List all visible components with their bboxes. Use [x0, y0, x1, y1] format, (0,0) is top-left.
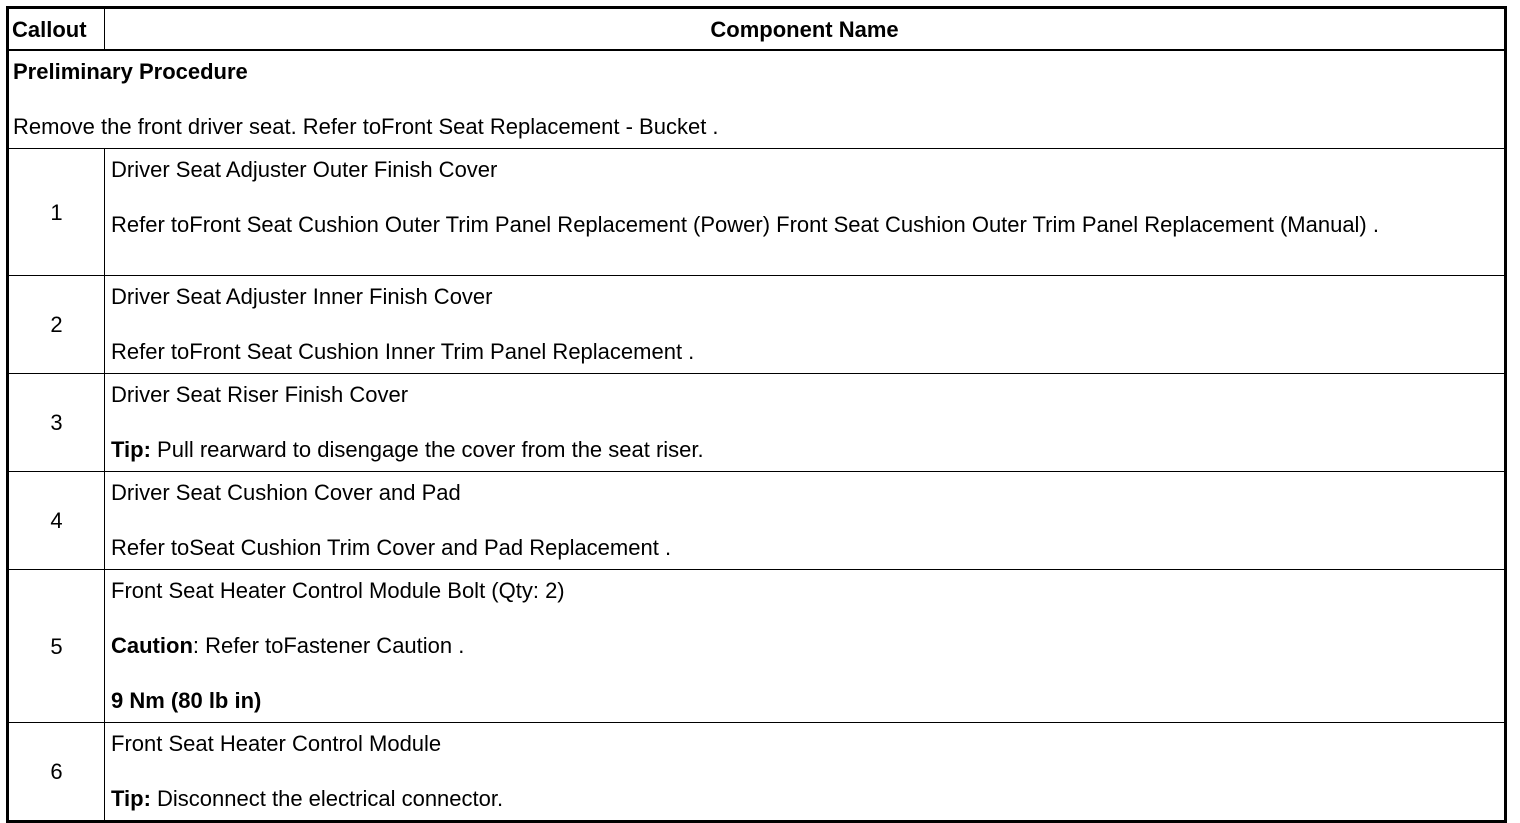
- component-cell: [105, 149, 1506, 276]
- component-cell: [105, 472, 1506, 570]
- callout-header: Callout: [8, 8, 105, 51]
- component-name: Front Seat Heater Control Module: [111, 731, 442, 756]
- preliminary-title: Preliminary Procedure: [13, 59, 248, 84]
- callout-number: 3: [8, 374, 105, 472]
- component-note: Refer toFront Seat Cushion Outer Trim Panel Replacement (Power) Front Seat Cushion Outer Trim Panel Replacement (Manual) .: [111, 212, 1379, 237]
- table-row: [8, 149, 1506, 276]
- component-cell: [105, 276, 1506, 374]
- callout-number: 4: [8, 472, 105, 570]
- table-row: [8, 723, 1506, 822]
- table-row: [8, 276, 1506, 374]
- tip-label: Tip:: [111, 786, 151, 811]
- component-cell: [105, 723, 1506, 822]
- table-row: [8, 472, 1506, 570]
- component-note: Refer toSeat Cushion Trim Cover and Pad Replacement .: [111, 535, 672, 560]
- tip-line: [111, 436, 1498, 463]
- table-row: [8, 570, 1506, 723]
- header-row: [8, 8, 1506, 51]
- component-cell: [105, 570, 1506, 723]
- preliminary-text: Remove the front driver seat. Refer toFront Seat Replacement - Bucket .: [13, 114, 719, 139]
- caution-text: : Refer toFastener Caution .: [192, 633, 465, 658]
- tip-line: [111, 785, 1498, 812]
- caution-line: [111, 632, 1498, 659]
- callout-number: 5: [8, 570, 105, 723]
- callout-number: 1: [8, 149, 105, 276]
- callout-number: 2: [8, 276, 105, 374]
- component-name: Driver Seat Adjuster Inner Finish Cover: [111, 284, 493, 309]
- component-name: Driver Seat Riser Finish Cover: [111, 382, 409, 407]
- component-note: Refer toFront Seat Cushion Inner Trim Panel Replacement .: [111, 339, 695, 364]
- component-name: Driver Seat Adjuster Outer Finish Cover: [111, 157, 498, 182]
- component-name: Front Seat Heater Control Module Bolt (Qty: 2): [111, 578, 565, 603]
- component-table: [6, 6, 1507, 823]
- component-name: Driver Seat Cushion Cover and Pad: [111, 480, 461, 505]
- callout-number: 6: [8, 723, 105, 822]
- preliminary-cell: [8, 50, 1506, 149]
- component-cell: [105, 374, 1506, 472]
- preliminary-row: [8, 50, 1506, 149]
- caution-label: Caution: [111, 633, 193, 658]
- tip-text: Pull rearward to disengage the cover from the seat riser.: [150, 437, 704, 462]
- component-name-header: Component Name: [105, 8, 1506, 51]
- tip-label: Tip:: [111, 437, 151, 462]
- tip-text: Disconnect the electrical connector.: [150, 786, 504, 811]
- torque-spec: 9 Nm (80 lb in): [111, 688, 262, 713]
- table-row: [8, 374, 1506, 472]
